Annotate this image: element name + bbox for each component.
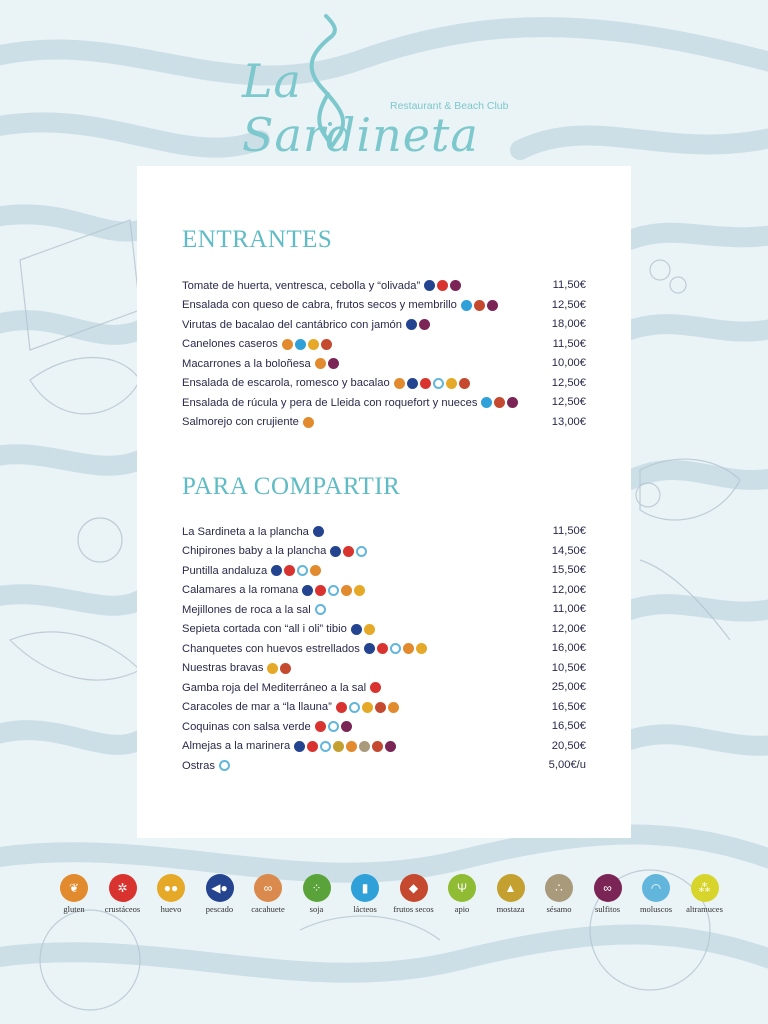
nut-icon: ◆ xyxy=(400,874,428,902)
moluscos-allergen-icon xyxy=(356,546,367,557)
gluten-allergen-icon xyxy=(341,585,352,596)
menu-item-name: Sepieta cortada con “all i oli” tibio xyxy=(182,623,347,636)
gluten-allergen-icon xyxy=(394,378,405,389)
crustaceos-allergen-icon xyxy=(370,682,381,693)
legend-item xyxy=(196,874,244,914)
menu-item-price: 16,50€ xyxy=(551,700,586,713)
frutos-secos-allergen-icon xyxy=(494,397,505,408)
menu-item xyxy=(182,542,586,562)
menu-item xyxy=(182,522,586,542)
legend-label: moluscos xyxy=(639,904,673,914)
menu-item-price: 5,00€/u xyxy=(548,759,586,771)
pescado-allergen-icon xyxy=(330,546,341,557)
allergen-icons xyxy=(294,741,396,752)
pescado-allergen-icon xyxy=(351,624,362,635)
legend-label: cacahuete xyxy=(251,904,285,914)
menu-item-price: 16,50€ xyxy=(551,720,586,732)
menu-item-name: Ensalada de rúcula y pera de Lleida con roquefort y nueces xyxy=(182,396,478,409)
allergen-icons xyxy=(394,378,470,389)
menu-item xyxy=(182,659,586,679)
menu-item xyxy=(182,374,586,394)
allergen-icons xyxy=(364,643,427,654)
allergen-legend xyxy=(50,874,730,914)
allergen-icons xyxy=(481,397,518,408)
menu-item-price: 25,00€ xyxy=(551,681,586,693)
menu-item-name: Almejas a la marinera xyxy=(182,740,291,753)
menu-item-name: Macarrones a la boloñesa xyxy=(182,357,311,370)
moluscos-allergen-icon xyxy=(315,604,326,615)
menu-item-name: Canelones caseros xyxy=(182,338,278,351)
menu-item-price: 13,00€ xyxy=(551,415,586,428)
menu-item-name: Tomate de huerta, ventresca, cebolla y “olivada” xyxy=(182,279,421,292)
legend-label: pescado xyxy=(205,904,234,914)
menu-item-name: Ostras xyxy=(182,759,215,772)
gluten-allergen-icon xyxy=(388,702,399,713)
crustaceos-allergen-icon xyxy=(315,585,326,596)
allergen-icons xyxy=(219,760,230,771)
allergen-icons xyxy=(406,319,430,330)
legend-item xyxy=(390,874,438,914)
crustaceos-allergen-icon xyxy=(377,643,388,654)
moluscos-allergen-icon xyxy=(297,565,308,576)
menu-item xyxy=(182,561,586,581)
gluten-allergen-icon xyxy=(346,741,357,752)
gluten-allergen-icon xyxy=(303,417,314,428)
allergen-icons xyxy=(315,721,352,732)
menu-item xyxy=(182,678,586,698)
crab-icon: ✲ xyxy=(109,874,137,902)
legend-label: huevo xyxy=(160,904,182,914)
menu-item xyxy=(182,276,586,296)
menu-item xyxy=(182,315,586,335)
gluten-allergen-icon xyxy=(282,339,293,350)
allergen-icons xyxy=(303,417,314,428)
menu-item-name: La Sardineta a la plancha xyxy=(182,525,309,538)
menu-item-price: 11,00€ xyxy=(552,603,586,615)
crustaceos-allergen-icon xyxy=(343,546,354,557)
lupin-icon: ⁂ xyxy=(691,874,719,902)
lacteos-allergen-icon xyxy=(461,300,472,311)
pescado-allergen-icon xyxy=(364,643,375,654)
crustaceos-allergen-icon xyxy=(307,741,318,752)
menu-item-name: Mejillones de roca a la sal xyxy=(182,603,311,616)
menu-item-name: Puntilla andaluza xyxy=(182,564,268,577)
crustaceos-allergen-icon xyxy=(284,565,295,576)
moluscos-allergen-icon xyxy=(328,585,339,596)
gluten-allergen-icon xyxy=(310,565,321,576)
frutos-secos-allergen-icon xyxy=(321,339,332,350)
huevo-allergen-icon xyxy=(267,663,278,674)
sulfitos-allergen-icon xyxy=(328,358,339,369)
huevo-allergen-icon xyxy=(354,585,365,596)
allergen-icons xyxy=(351,624,375,635)
sulfite-icon: ∞ xyxy=(594,874,622,902)
allergen-icons xyxy=(313,526,324,537)
menu-item-price: 20,50€ xyxy=(551,739,586,752)
moluscos-allergen-icon xyxy=(349,702,360,713)
fish-icon: ◀● xyxy=(206,874,234,902)
allergen-icons xyxy=(370,682,381,693)
menu-item-price: 12,00€ xyxy=(551,583,586,596)
menu-item-price: 14,50€ xyxy=(551,544,586,557)
egg-icon: ●● xyxy=(157,874,185,902)
huevo-allergen-icon xyxy=(446,378,457,389)
pescado-allergen-icon xyxy=(302,585,313,596)
huevo-allergen-icon xyxy=(308,339,319,350)
legend-item xyxy=(244,874,292,914)
allergen-icons xyxy=(315,604,326,615)
legend-item xyxy=(293,874,341,914)
sesame-icon: ∴ xyxy=(545,874,573,902)
sesamo-allergen-icon xyxy=(359,741,370,752)
mostaza-allergen-icon xyxy=(333,741,344,752)
menu-item xyxy=(182,393,586,413)
crustaceos-allergen-icon xyxy=(315,721,326,732)
crustaceos-allergen-icon xyxy=(336,702,347,713)
menu-item xyxy=(182,296,586,316)
menu-item-price: 12,00€ xyxy=(551,622,586,635)
legend-label: gluten xyxy=(63,904,85,914)
menu-item-price: 11,50€ xyxy=(552,279,586,291)
menu-item xyxy=(182,600,586,620)
legend-item xyxy=(535,874,583,914)
pescado-allergen-icon xyxy=(271,565,282,576)
sulfitos-allergen-icon xyxy=(385,741,396,752)
legend-item xyxy=(584,874,632,914)
pescado-allergen-icon xyxy=(313,526,324,537)
allergen-icons xyxy=(336,702,399,713)
frutos-secos-allergen-icon xyxy=(375,702,386,713)
huevo-allergen-icon xyxy=(362,702,373,713)
menu-item xyxy=(182,639,586,659)
brand-name: La Sardineta xyxy=(242,54,479,162)
legend-item xyxy=(681,874,729,914)
menu-item-price: 10,00€ xyxy=(551,357,586,369)
allergen-icons xyxy=(424,280,461,291)
allergen-icons xyxy=(302,585,365,596)
moluscos-allergen-icon xyxy=(390,643,401,654)
peanut-icon: ∞ xyxy=(254,874,282,902)
menu-item-name: Chanquetes con huevos estrellados xyxy=(182,642,360,655)
menu-item-name: Virutas de bacalao del cantábrico con jamón xyxy=(182,318,402,331)
brand-logo xyxy=(238,12,538,162)
legend-label: apio xyxy=(454,904,470,914)
menu-item-price: 11,50€ xyxy=(552,337,586,350)
menu-item-name: Calamares a la romana xyxy=(182,584,299,597)
huevo-allergen-icon xyxy=(416,643,427,654)
sulfitos-allergen-icon xyxy=(419,319,430,330)
frutos-secos-allergen-icon xyxy=(372,741,383,752)
moluscos-allergen-icon xyxy=(433,378,444,389)
lacteos-allergen-icon xyxy=(481,397,492,408)
menu-item-name: Chipirones baby a la plancha xyxy=(182,545,327,558)
legend-label: altramuces xyxy=(686,904,723,914)
allergen-icons xyxy=(461,300,498,311)
legend-label: frutos secos xyxy=(393,904,434,914)
legend-item xyxy=(341,874,389,914)
legend-label: sésamo xyxy=(546,904,572,914)
pescado-allergen-icon xyxy=(406,319,417,330)
menu-item-price: 12,50€ xyxy=(551,376,586,389)
menu-item-price: 18,00€ xyxy=(551,318,586,330)
legend-label: soja xyxy=(309,904,324,914)
shell-icon: ◠ xyxy=(642,874,670,902)
legend-label: lácteos xyxy=(353,904,377,914)
legend-item xyxy=(632,874,680,914)
allergen-icons xyxy=(271,565,321,576)
legend-item xyxy=(99,874,147,914)
menu-item-name: Salmorejo con crujiente xyxy=(182,416,299,429)
menu-item xyxy=(182,756,586,776)
menu-item-price: 12,50€ xyxy=(551,298,586,311)
legend-item xyxy=(50,874,98,914)
menu-item xyxy=(182,413,586,433)
frutos-secos-allergen-icon xyxy=(280,663,291,674)
allergen-icons xyxy=(267,663,291,674)
menu-item xyxy=(182,620,586,640)
menu-item-name: Coquinas con salsa verde xyxy=(182,720,311,733)
frutos-secos-allergen-icon xyxy=(474,300,485,311)
legend-item xyxy=(487,874,535,914)
moluscos-allergen-icon xyxy=(219,760,230,771)
para-compartir-list xyxy=(182,522,586,776)
allergen-icons xyxy=(315,358,339,369)
section-title-entrantes: ENTRANTES xyxy=(182,226,333,253)
allergen-icons xyxy=(282,339,332,350)
menu-item xyxy=(182,737,586,757)
crustaceos-allergen-icon xyxy=(437,280,448,291)
menu-item xyxy=(182,354,586,374)
legend-item xyxy=(438,874,486,914)
menu-item xyxy=(182,581,586,601)
gluten-allergen-icon xyxy=(403,643,414,654)
menu-item-price: 16,00€ xyxy=(551,642,586,654)
legend-label: mostaza xyxy=(496,904,525,914)
wheat-icon: ❦ xyxy=(60,874,88,902)
menu-item xyxy=(182,335,586,355)
soy-icon: ⁘ xyxy=(303,874,331,902)
frutos-secos-allergen-icon xyxy=(459,378,470,389)
legend-label: sulfitos xyxy=(594,904,621,914)
legend-label: crustáceos xyxy=(104,904,141,914)
menu-item-name: Ensalada de escarola, romesco y bacalao xyxy=(182,377,390,390)
menu-item xyxy=(182,717,586,737)
menu-item-name: Nuestras bravas xyxy=(182,662,264,675)
huevo-allergen-icon xyxy=(364,624,375,635)
menu-item-price: 10,50€ xyxy=(551,661,586,674)
pescado-allergen-icon xyxy=(424,280,435,291)
moluscos-allergen-icon xyxy=(320,741,331,752)
section-title-para-compartir: PARA COMPARTIR xyxy=(182,473,401,500)
celery-icon: Ψ xyxy=(448,874,476,902)
menu-item-name: Caracoles de mar a “la llauna” xyxy=(182,701,332,714)
gluten-allergen-icon xyxy=(315,358,326,369)
entrantes-list xyxy=(182,276,586,432)
menu-item-name: Ensalada con queso de cabra, frutos secos y membrillo xyxy=(182,299,457,312)
allergen-icons xyxy=(330,546,367,557)
milk-icon: ▮ xyxy=(351,874,379,902)
moluscos-allergen-icon xyxy=(328,721,339,732)
crustaceos-allergen-icon xyxy=(420,378,431,389)
menu-item-price: 15,50€ xyxy=(551,564,586,576)
brand-subtitle: Restaurant & Beach Club xyxy=(390,100,509,112)
sulfitos-allergen-icon xyxy=(507,397,518,408)
menu-item-price: 12,50€ xyxy=(551,396,586,408)
sulfitos-allergen-icon xyxy=(487,300,498,311)
pescado-allergen-icon xyxy=(407,378,418,389)
mustard-icon: ▲ xyxy=(497,874,525,902)
menu-item-name: Gamba roja del Mediterráneo a la sal xyxy=(182,681,367,694)
menu-item-price: 11,50€ xyxy=(552,525,586,537)
sulfitos-allergen-icon xyxy=(341,721,352,732)
legend-item xyxy=(147,874,195,914)
menu-item xyxy=(182,698,586,718)
pescado-allergen-icon xyxy=(294,741,305,752)
lacteos-allergen-icon xyxy=(295,339,306,350)
sulfitos-allergen-icon xyxy=(450,280,461,291)
